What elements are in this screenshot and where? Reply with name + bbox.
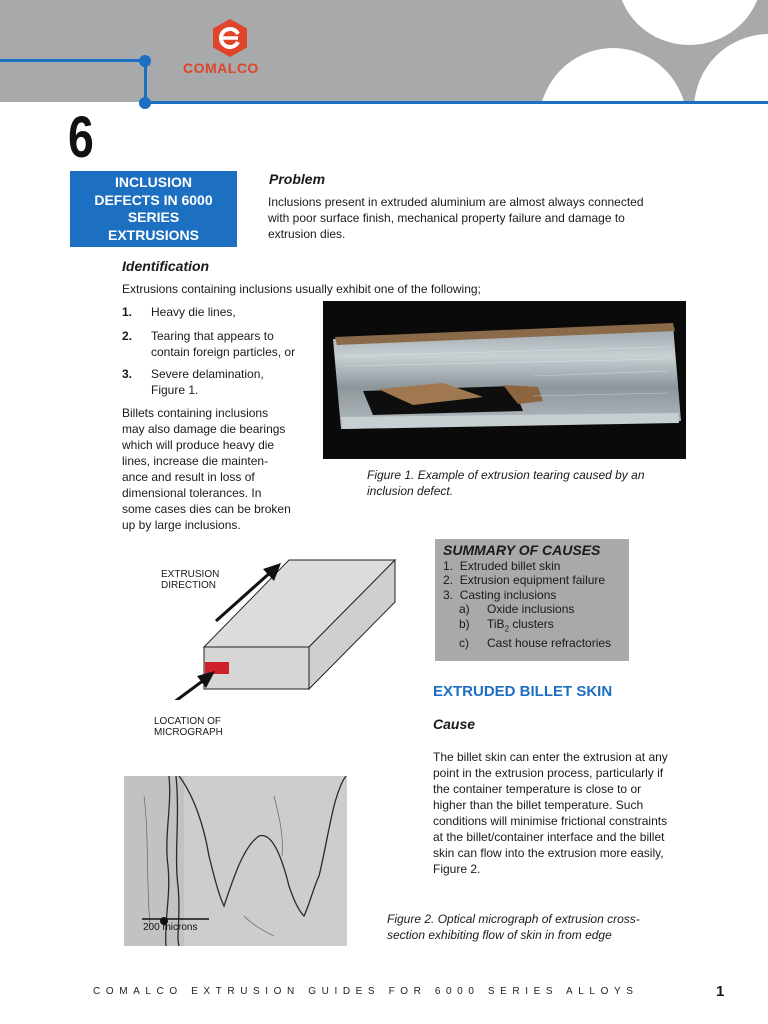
figure2-micrograph [124, 776, 347, 946]
identification-intro: Extrusions containing inclusions usually exhibit one of the following; [122, 282, 481, 296]
text-line: Inclusions present in extruded aluminium are almost always connected [268, 195, 644, 209]
section-heading: EXTRUDED BILLET SKIN [433, 683, 613, 700]
micrograph-image [124, 776, 347, 946]
text-line: the container temperature is close to or [433, 782, 642, 796]
text-line: may also damage die bearings [122, 422, 286, 436]
text-line: lines, increase die mainten- [122, 454, 269, 468]
header-line-left [0, 59, 146, 62]
header-line-bottom [144, 101, 768, 104]
text-line: which will produce heavy die [122, 438, 275, 452]
item-number: b) [459, 616, 470, 631]
item-text: Extruded billet skin [459, 558, 561, 573]
list-item [122, 304, 312, 320]
summary-item [443, 559, 629, 574]
identification-heading: Identification [122, 258, 210, 274]
list-text: contain foreign particles, or [151, 345, 296, 359]
header-node-bottom [139, 97, 151, 109]
item-number: 1. [443, 558, 454, 573]
problem-text [268, 194, 644, 242]
item-text: Casting inclusions [459, 587, 557, 602]
item-number: 2. [443, 573, 454, 587]
list-text: Heavy die lines, [151, 305, 236, 319]
caption-line: Figure 2. Optical micrograph of extrusion cross- [387, 912, 640, 926]
text-line: with poor surface finish, mechanical property failure and damage to [268, 211, 625, 225]
text-line: Billets containing inclusions [122, 406, 269, 420]
chapter-title-box [70, 171, 237, 247]
text-line: ance and result in loss of [122, 470, 255, 484]
item-number: a) [459, 602, 470, 616]
item-subscript: 2 [504, 623, 510, 633]
list-item [122, 328, 312, 360]
text-line: Figure 2. [433, 862, 481, 876]
chapter-title-line: SERIES [127, 209, 180, 225]
text-line: extrusion dies. [268, 227, 346, 241]
footer-text: COMALCO EXTRUSION GUIDES FOR 6000 SERIES ALLOYS [93, 986, 639, 997]
text-line: The billet skin can enter the extrusion at any [433, 750, 668, 764]
label-line: DIRECTION [161, 580, 216, 591]
chapter-number: 6 [68, 105, 94, 170]
billet-skin-text [433, 749, 668, 877]
page-header-band [0, 0, 768, 102]
text-line: dimensional tolerances. In [122, 486, 262, 500]
item-text: TiB [487, 616, 505, 631]
list-text: Figure 1. [151, 383, 199, 397]
summary-item [443, 573, 629, 588]
text-line: point in the extrusion process, particularly if [433, 766, 664, 780]
list-number: 3. [122, 367, 133, 381]
identification-paragraph [122, 405, 291, 533]
list-number: 2. [122, 329, 133, 343]
label-line: LOCATION OF [154, 716, 222, 727]
item-text: Cast house refractories [487, 636, 612, 651]
summary-title: SUMMARY OF CAUSES [443, 542, 601, 558]
cause-heading: Cause [433, 716, 476, 732]
item-suffix: clusters [509, 616, 554, 631]
label-line: EXTRUSION [161, 569, 220, 580]
text-line: conditions will minimise frictional constraints [433, 814, 668, 828]
header-circle-left [539, 48, 687, 102]
figure2-caption [387, 911, 640, 943]
figure1-caption [367, 467, 645, 499]
caption-line: section exhibiting flow of skin in from edge [387, 928, 612, 942]
list-number: 1. [122, 305, 133, 319]
label-line: MICROGRAPH [154, 727, 223, 738]
billet-block-diagram [150, 555, 400, 700]
chapter-title-line: EXTRUSIONS [107, 226, 199, 243]
list-text: Severe delamination, [151, 367, 264, 381]
item-text: Oxide inclusions [487, 602, 575, 616]
summary-subitem [459, 617, 629, 637]
header-node-top [139, 55, 151, 67]
text-line: at the billet/container interface and the billet [433, 830, 665, 844]
caption-line: Figure 1. Example of extrusion tearing caused by an [367, 468, 645, 482]
item-number: c) [459, 636, 469, 651]
chapter-title-line: INCLUSION [114, 174, 192, 190]
summary-of-causes-box [435, 539, 629, 661]
location-of-micrograph-label [154, 716, 223, 738]
list-item [122, 366, 312, 398]
text-line: up by large inclusions. [122, 518, 241, 532]
location-arrow [162, 671, 215, 700]
summary-subitem [459, 636, 629, 651]
summary-list [443, 559, 629, 651]
micrograph-scale-label: 200 microns [143, 922, 198, 933]
figure1-photo [323, 301, 686, 459]
text-line: skin can flow into the extrusion more easily, [433, 846, 664, 860]
list-text: Tearing that appears to [151, 329, 274, 343]
extrusion-tear-image [323, 301, 686, 459]
page-number: 1 [716, 983, 725, 1000]
item-text: Extrusion equipment failure [459, 573, 606, 587]
text-line: higher than the billet temperature. Such [433, 798, 644, 812]
comalco-logo-icon [210, 18, 250, 58]
chapter-title-line: DEFECTS IN 6000 [94, 191, 213, 208]
brand-name: COMALCO [183, 60, 259, 76]
item-number: 3. [443, 587, 454, 602]
problem-heading: Problem [269, 171, 326, 187]
summary-item [443, 588, 629, 603]
caption-line: inclusion defect. [367, 484, 454, 498]
text-line: some cases dies can be broken [122, 502, 291, 516]
micrograph-location-marker [205, 662, 229, 674]
header-circle-top [617, 0, 762, 45]
header-circle-right [694, 34, 768, 102]
summary-subitem [459, 602, 629, 617]
